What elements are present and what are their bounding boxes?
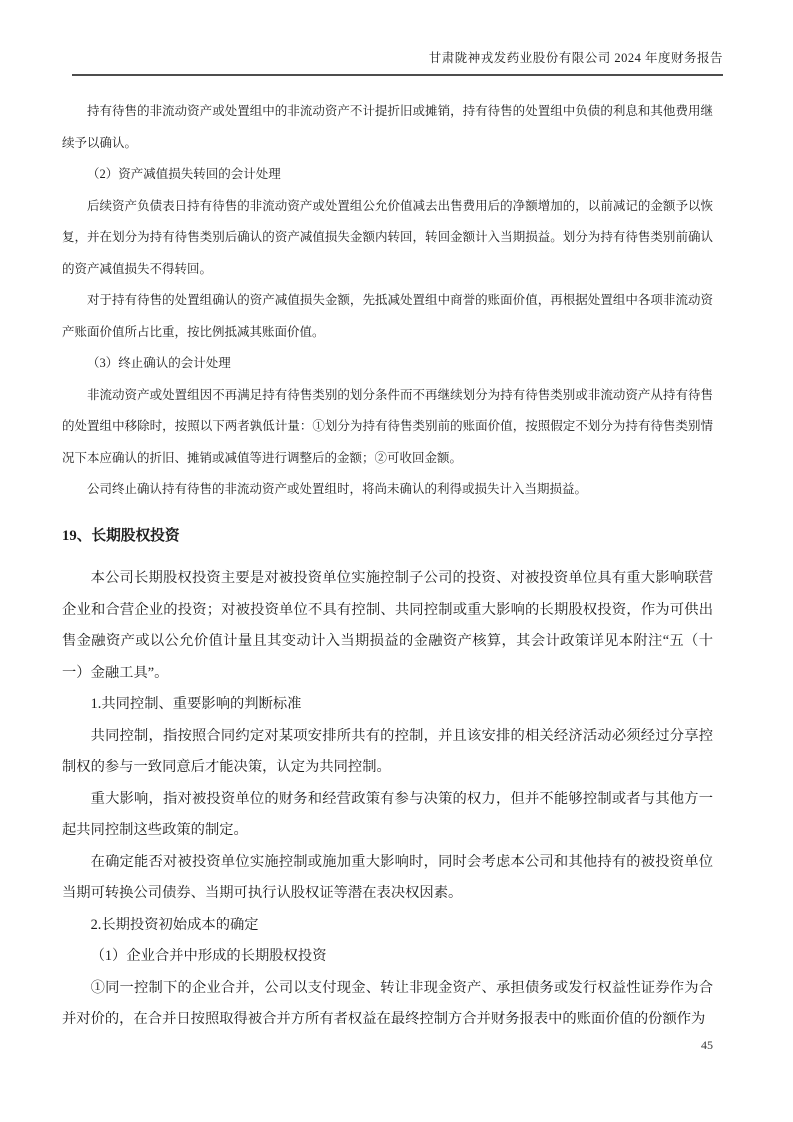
paragraph-significant-influence-definition: 重大影响，指对被投资单位的财务和经营政策有参与决策的权力，但并不能够控制或者与其他方一起共同控制这些政策的制定。 (62, 790, 713, 838)
paragraph-same-control-combination: ①同一控制下的企业合并，公司以支付现金、转让非现金资产、承担债务或发行权益性证券作为合并对价的，在合并日按照取得被合并方所有者权益在最终控制方合并财务报表中的账面价值的份额作为 (62, 979, 713, 1027)
paragraph-held-for-sale-no-depreciation: 持有待售的非流动资产或处置组中的非流动资产不计提折旧或摊销，持有待售的处置组中负债的利息和其他费用继续予以确认。 (62, 104, 713, 150)
paragraph-lte-investment-scope: 本公司长期股权投资主要是对被投资单位实施控制子公司的投资、对被投资单位具有重大影响联营企业和合营企业的投资；对被投资单位不具有控制、共同控制或重大影响的长期股权投资，作为可供出售金融资产或以公允价值计量且其变动计入当期损益的金融资产核算，其会计政策详见本附注“五（十一）金融工具”。 (62, 570, 713, 681)
paragraph-derecognition-gain-loss: 公司终止确认持有待售的非流动资产或处置组时，将尚未确认的利得或损失计入当期损益。 (87, 482, 588, 496)
subheading-derecognition-accounting: （3）终止确认的会计处理 (87, 356, 231, 370)
subheading-initial-cost-determination: 2.长期投资初始成本的确定 (90, 916, 259, 933)
paragraph-disposal-group-goodwill: 对于持有待售的处置组确认的资产减值损失金额，先抵减处置组中商誉的账面价值，再根据处置组中各项非流动资产账面价值所占比重，按比例抵减其账面价值。 (62, 293, 713, 339)
report-title: 甘肃陇神戎发药业股份有限公司 2024 年度财务报告 (428, 51, 723, 65)
paragraph-reclassification-measurement: 非流动资产或处置组因不再满足持有待售类别的划分条件而不再继续划分为持有待售类别或非流动资产从持有待售的处置组中移除时，按照以下两者孰低计量：①划分为持有待售类别前的账面价值，按照假定不划分为持有待售类别情况下本应确认的折旧、摊销或减值等进行调整后的金额；②可收回金额。 (62, 387, 713, 465)
subheading-impairment-reversal: （2）资产减值损失转回的会计处理 (87, 167, 281, 181)
subheading-business-combination-lte: （1）企业合并中形成的长期股权投资 (90, 948, 327, 964)
page-number: 45 (701, 1038, 713, 1052)
paragraph-joint-control-definition: 共同控制，指按照合同约定对某项安排所共有的控制，并且该安排的相关经济活动必须经过分享控制权的参与一致同意后才能决策，认定为共同控制。 (62, 727, 713, 775)
document-body (62, 77, 713, 1036)
running-header (72, 0, 723, 76)
paragraph-impairment-reversal-detail: 后续资产负债表日持有待售的非流动资产或处置组公允价值减去出售费用后的净额增加的，以前减记的金额予以恢复，并在划分为持有待售类别后确认的资产减值损失金额内转回，转回金额计入当期损益。划分为持有待售类别前确认的资产减值损失不得转回。 (62, 198, 713, 276)
section-heading-19-long-term-equity-investment: 19、长期股权投资 (62, 527, 180, 544)
paragraph-potential-voting-rights: 在确定能否对被投资单位实施控制或施加重大影响时，同时会考虑本公司和其他持有的被投资单位当期可转换公司债券、当期可执行认股权证等潜在表决权因素。 (62, 853, 713, 901)
subheading-joint-control-criteria: 1.共同控制、重要影响的判断标准 (90, 696, 302, 712)
